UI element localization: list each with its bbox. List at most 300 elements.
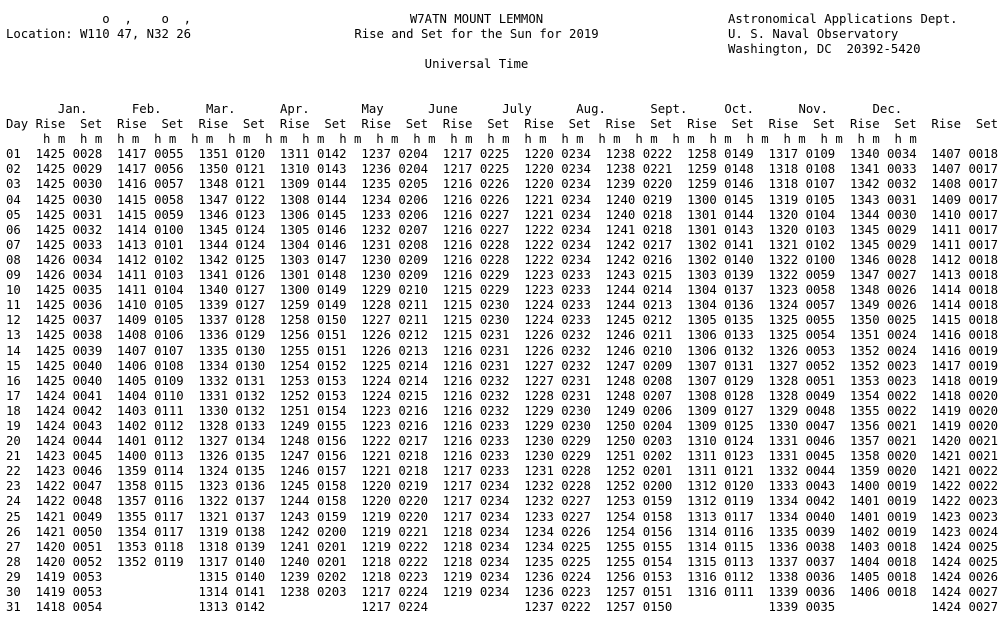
rise-set-cell <box>428 600 509 614</box>
rise-set-cell: 1302 0141 <box>672 237 754 252</box>
rise-set-cell: 1322 0137 <box>183 494 266 509</box>
rise-set-cell: 1339 0035 <box>753 600 836 615</box>
rise-set-cell: 1251 0154 <box>265 403 347 418</box>
table-row <box>6 525 1005 540</box>
rise-set-cell: 1342 0125 <box>183 252 266 267</box>
hour-minute-header-row <box>6 132 1005 147</box>
rise-set-cell: 1329 0048 <box>753 403 836 418</box>
rise-set-cell: 1309 0125 <box>672 418 754 433</box>
rise-set-cell: 1339 0036 <box>753 585 836 599</box>
rise-set-cell: 1310 0124 <box>672 434 754 449</box>
rise-set-cell: 1312 0119 <box>672 494 754 509</box>
rise-set-cell: 1425 0030 <box>20 177 103 192</box>
rise-set-cell: 1402 0112 <box>102 418 184 433</box>
rise-set-cell: 1327 0134 <box>183 434 266 449</box>
rise-set-cell: 1216 0233 <box>428 418 510 433</box>
rise-set-cell: 1424 0025 <box>916 554 999 569</box>
rise-set-cell <box>102 585 183 599</box>
rise-set-cell: 1415 0058 <box>102 192 184 207</box>
rise-set-cell: 1345 0124 <box>183 222 266 237</box>
day-number: 14 <box>6 343 21 358</box>
day-rows <box>6 147 1005 615</box>
rise-set-cell: 1423 0024 <box>916 524 999 539</box>
table-row <box>6 600 1005 615</box>
rise-set-cell: 1227 0231 <box>509 373 591 388</box>
rise-set-cell: 1400 0113 <box>102 449 184 464</box>
rise-set-cell: 1422 0023 <box>916 494 999 509</box>
rise-set-cell: 1256 0153 <box>590 569 673 584</box>
rise-set-cell: 1257 0151 <box>590 585 673 599</box>
rise-set-cell: 1406 0108 <box>102 358 184 373</box>
rise-set-cell: 1259 0146 <box>672 177 754 192</box>
rise-set-table <box>6 102 1005 615</box>
rise-set-cell: 1414 0100 <box>102 222 184 237</box>
day-number: 28 <box>6 554 21 569</box>
observatory-address: Washington, DC 20392-5420 <box>728 42 921 57</box>
table-row <box>6 328 1005 343</box>
rise-set-cell: 1216 0233 <box>428 449 510 464</box>
table-row <box>6 223 1005 238</box>
rise-set-cell: 1303 0147 <box>265 252 347 267</box>
rise-set-cell: 1232 0227 <box>509 494 591 509</box>
day-number: 26 <box>6 524 21 539</box>
rise-set-cell: 1320 0104 <box>753 207 836 222</box>
rise-set-cell: 1314 0115 <box>672 539 754 554</box>
rise-set-cell: 1231 0228 <box>509 464 591 479</box>
rise-set-cell: 1230 0229 <box>509 449 591 464</box>
rise-set-cell: 1239 0220 <box>590 177 673 192</box>
rise-set-cell: 1236 0204 <box>346 162 428 177</box>
rise-set-cell: 1418 0020 <box>916 388 999 403</box>
rise-set-cell: 1237 0222 <box>509 600 591 615</box>
table-row <box>6 434 1005 449</box>
hm-label: h m h m <box>331 132 406 147</box>
table-row <box>6 585 1005 600</box>
rise-set-cell: 1229 0210 <box>346 283 428 298</box>
rise-set-cell: 1354 0117 <box>102 524 184 539</box>
rise-set-cell: 1224 0214 <box>346 373 428 388</box>
rise-set-label: Rise Set <box>28 117 110 132</box>
rise-set-cell: 1247 0156 <box>265 449 347 464</box>
rise-set-cell: 1244 0214 <box>590 283 673 298</box>
rise-set-cell: 1424 0025 <box>916 539 999 554</box>
rise-set-cell: 1305 0135 <box>672 313 754 328</box>
rise-set-cell: 1323 0136 <box>183 479 266 494</box>
month-col-jan: Jan. <box>57 102 88 116</box>
rise-set-cell: 1410 0105 <box>102 298 184 313</box>
rise-set-cell: 1313 0142 <box>183 600 266 615</box>
rise-set-cell: 1340 0127 <box>183 283 266 298</box>
rise-set-cell: 1311 0142 <box>265 147 347 162</box>
rise-set-cell: 1345 0029 <box>835 222 917 237</box>
rise-set-cell: 1246 0211 <box>590 328 673 343</box>
table-row <box>6 253 1005 268</box>
rise-set-cell: 1425 0039 <box>20 343 103 358</box>
month-col-sep: Sept. <box>650 102 688 116</box>
rise-set-cell: 1308 0128 <box>672 388 754 403</box>
rise-set-cell: 1346 0028 <box>835 252 917 267</box>
rise-set-cell: 1256 0151 <box>265 328 347 343</box>
rise-set-cell: 1220 0234 <box>509 162 591 177</box>
rise-set-cell: 1352 0119 <box>102 554 184 569</box>
table-row <box>6 570 1005 585</box>
rise-set-cell: 1415 0018 <box>916 313 999 328</box>
rise-set-cell: 1225 0214 <box>346 358 428 373</box>
day-number: 24 <box>6 494 21 509</box>
rise-set-cell: 1218 0234 <box>428 539 510 554</box>
rise-set-cell: 1425 0030 <box>20 192 103 207</box>
rise-set-cell: 1226 0232 <box>509 343 591 358</box>
rise-set-cell: 1314 0116 <box>672 524 754 539</box>
rise-set-cell: 1235 0225 <box>509 554 591 569</box>
rise-set-cell: 1349 0026 <box>835 298 917 313</box>
rise-set-cell: 1404 0110 <box>102 388 184 403</box>
rise-set-cell: 1346 0123 <box>183 207 266 222</box>
rise-set-cell: 1419 0020 <box>916 418 999 433</box>
day-number: 23 <box>6 479 21 494</box>
rise-set-cell: 1424 0043 <box>20 418 103 433</box>
rise-set-cell: 1414 0018 <box>916 298 999 313</box>
rise-set-cell: 1315 0113 <box>672 554 754 569</box>
rise-set-cell: 1304 0137 <box>672 283 754 298</box>
rise-set-cell: 1425 0038 <box>20 328 103 343</box>
rise-set-cell: 1240 0219 <box>590 192 673 207</box>
rise-set-cell: 1404 0018 <box>835 554 917 569</box>
rise-set-cell: 1215 0230 <box>428 298 510 313</box>
rise-set-cell: 1229 0230 <box>509 403 591 418</box>
rise-set-cell: 1418 0019 <box>916 373 999 388</box>
rise-set-cell: 1324 0057 <box>753 298 836 313</box>
rise-set-cell: 1407 0107 <box>102 343 184 358</box>
day-number: 02 <box>6 162 21 177</box>
day-number: 11 <box>6 298 21 313</box>
table-row <box>6 494 1005 509</box>
rise-set-cell: 1229 0230 <box>509 418 591 433</box>
rise-set-cell: 1312 0120 <box>672 479 754 494</box>
rise-set-cell: 1228 0211 <box>346 298 428 313</box>
rise-set-cell: 1409 0017 <box>916 192 999 207</box>
rise-set-cell: 1419 0053 <box>20 569 103 584</box>
rise-set-label: Rise Set <box>516 117 599 132</box>
rise-set-cell: 1339 0127 <box>183 298 266 313</box>
rise-set-cell: 1234 0225 <box>509 539 591 554</box>
table-row <box>6 313 1005 328</box>
rise-set-cell: 1234 0206 <box>346 192 428 207</box>
month-col-mar: Mar. <box>205 102 236 116</box>
rise-set-cell: 1254 0156 <box>590 524 673 539</box>
rise-set-cell: 1425 0040 <box>20 373 103 388</box>
rise-set-cell: 1316 0112 <box>672 569 754 584</box>
rise-set-cell: 1216 0227 <box>428 222 510 237</box>
rise-set-cell: 1348 0026 <box>835 283 917 298</box>
rise-set-cell: 1301 0148 <box>265 268 347 283</box>
rise-set-cell: 1319 0105 <box>753 192 836 207</box>
location-degree-marks: o , o , <box>6 12 192 26</box>
rise-set-cell: 1217 0225 <box>428 162 510 177</box>
rise-set-cell <box>672 600 753 614</box>
month-col-jul: July <box>502 102 532 116</box>
rise-set-cell: 1220 0234 <box>509 177 591 192</box>
table-row <box>6 479 1005 494</box>
rise-set-cell: 1354 0022 <box>835 388 917 403</box>
rise-set-cell: 1410 0017 <box>916 207 999 222</box>
rise-set-cell: 1246 0210 <box>590 343 673 358</box>
day-number: 25 <box>6 509 21 524</box>
rise-set-cell: 1355 0022 <box>835 403 917 418</box>
rise-set-cell: 1328 0049 <box>753 388 836 403</box>
rise-set-cell: 1425 0035 <box>20 283 103 298</box>
rise-set-cell: 1335 0039 <box>753 524 836 539</box>
rise-set-cell: 1216 0232 <box>428 373 510 388</box>
rise-set-cell: 1323 0058 <box>753 283 836 298</box>
rise-set-cell: 1233 0227 <box>509 509 591 524</box>
rise-set-cell: 1424 0027 <box>916 600 999 615</box>
rise-set-cell: 1254 0152 <box>265 358 347 373</box>
rise-set-cell: 1238 0221 <box>590 162 673 177</box>
rise-set-cell: 1257 0150 <box>590 600 673 615</box>
rise-set-cell: 1411 0103 <box>102 268 184 283</box>
rise-set-cell: 1403 0018 <box>835 539 917 554</box>
rise-set-cell: 1243 0215 <box>590 268 673 283</box>
rise-set-cell: 1348 0121 <box>183 177 266 192</box>
rise-set-cell: 1407 0018 <box>916 147 999 162</box>
rise-set-cell: 1320 0103 <box>753 222 836 237</box>
rise-set-cell: 1314 0141 <box>183 585 266 599</box>
rise-set-cell: 1255 0155 <box>590 539 673 554</box>
rise-set-cell: 1217 0234 <box>428 494 510 509</box>
rise-set-cell: 1230 0229 <box>509 434 591 449</box>
month-col-feb: Feb. <box>131 102 162 116</box>
table-row <box>6 389 1005 404</box>
day-number: 01 <box>6 147 21 162</box>
rise-set-cell: 1248 0156 <box>265 434 347 449</box>
month-col-nov: Nov. <box>798 102 829 116</box>
rise-set-cell: 1352 0023 <box>835 358 917 373</box>
rise-set-cell: 1316 0111 <box>672 585 754 599</box>
rise-set-cell: 1420 0021 <box>916 434 999 449</box>
rise-set-cell: 1219 0222 <box>346 539 428 554</box>
rise-set-cell: 1305 0146 <box>265 222 347 237</box>
rise-set-cell: 1226 0212 <box>346 328 428 343</box>
rise-set-cell: 1413 0101 <box>102 237 184 252</box>
rise-set-cell: 1328 0133 <box>183 418 266 433</box>
rise-set-cell: 1216 0228 <box>428 252 510 267</box>
rise-set-label: Rise Set <box>109 117 192 132</box>
rise-set-cell: 1217 0234 <box>428 509 510 524</box>
rise-set-cell: 1301 0143 <box>672 222 754 237</box>
rise-set-cell: 1350 0121 <box>183 162 266 177</box>
rise-set-cell: 1308 0144 <box>265 192 347 207</box>
rise-set-cell: 1318 0108 <box>753 162 836 177</box>
location-coordinates: Location: W110 47, N32 26 <box>6 27 192 42</box>
rise-set-cell <box>265 600 346 614</box>
rise-set-cell: 1425 0040 <box>20 358 103 373</box>
rise-set-cell: 1403 0111 <box>102 403 184 418</box>
rise-set-cell: 1326 0135 <box>183 449 266 464</box>
hm-labels <box>36 132 925 146</box>
rise-set-cell: 1258 0150 <box>265 313 347 328</box>
rise-set-cell: 1258 0149 <box>672 147 754 162</box>
rise-set-cell: 1401 0019 <box>835 494 917 509</box>
rise-set-cell: 1238 0222 <box>590 147 673 162</box>
rise-set-cell <box>102 570 183 584</box>
rise-set-cell: 1227 0211 <box>346 313 428 328</box>
table-row <box>6 238 1005 253</box>
rise-set-cell: 1411 0104 <box>102 283 184 298</box>
rise-set-cell <box>102 600 183 614</box>
rise-set-cell: 1303 0139 <box>672 268 754 283</box>
hm-label: h m h m <box>776 132 851 147</box>
rise-set-cell: 1424 0041 <box>20 388 103 403</box>
rise-set-label: Rise Set <box>353 117 436 132</box>
rise-set-cell: 1217 0233 <box>428 464 510 479</box>
rise-set-cell: 1347 0027 <box>835 268 917 283</box>
rise-set-cell: 1418 0054 <box>20 600 103 615</box>
rise-set-cell: 1415 0059 <box>102 207 184 222</box>
rise-set-cell: 1259 0148 <box>672 162 754 177</box>
rise-set-cell: 1341 0126 <box>183 268 266 283</box>
rise-set-cell: 1340 0034 <box>835 147 917 162</box>
rise-set-cell: 1244 0158 <box>265 494 347 509</box>
rise-set-cell: 1300 0145 <box>672 192 754 207</box>
rise-set-cell: 1307 0129 <box>672 373 754 388</box>
hm-label: h m h m <box>109 132 184 147</box>
rise-set-cell: 1216 0231 <box>428 358 510 373</box>
rise-set-cell: 1255 0154 <box>590 554 673 569</box>
rise-set-cell: 1420 0052 <box>20 554 103 569</box>
rise-set-cell: 1357 0116 <box>102 494 184 509</box>
rise-set-cell: 1240 0218 <box>590 207 673 222</box>
rise-set-cell: 1355 0117 <box>102 509 184 524</box>
rise-set-cell: 1400 0019 <box>835 479 917 494</box>
rise-set-cell: 1359 0020 <box>835 464 917 479</box>
rise-set-cell: 1218 0234 <box>428 524 510 539</box>
rise-set-cell: 1222 0234 <box>509 222 591 237</box>
rise-set-cell: 1425 0032 <box>20 222 103 237</box>
rise-set-cell: 1425 0031 <box>20 207 103 222</box>
rise-set-cell: 1353 0023 <box>835 373 917 388</box>
department-name: Astronomical Applications Dept. <box>728 12 958 26</box>
rise-set-cell: 1352 0024 <box>835 343 917 358</box>
rise-set-cell: 1250 0204 <box>590 418 673 433</box>
department-block <box>728 12 958 57</box>
rise-set-cell: 1419 0020 <box>916 403 999 418</box>
rise-set-cell: 1326 0053 <box>753 343 836 358</box>
rise-set-cell: 1217 0234 <box>428 479 510 494</box>
day-number: 13 <box>6 328 21 343</box>
rise-set-cell: 1259 0149 <box>265 298 347 313</box>
rise-set-cell: 1235 0205 <box>346 177 428 192</box>
rise-set-cell: 1341 0033 <box>835 162 917 177</box>
rise-set-cell: 1219 0234 <box>428 585 510 599</box>
rise-set-cell: 1338 0036 <box>753 569 836 584</box>
table-row <box>6 404 1005 419</box>
rise-set-cell: 1424 0026 <box>916 569 999 584</box>
rise-set-cell: 1318 0107 <box>753 177 836 192</box>
table-row <box>6 193 1005 208</box>
rise-set-cell: 1332 0131 <box>183 373 266 388</box>
rise-set-cell: 1224 0215 <box>346 388 428 403</box>
rise-set-cell: 1301 0144 <box>672 207 754 222</box>
rise-set-cell: 1317 0140 <box>183 554 266 569</box>
rise-set-cell: 1236 0223 <box>509 585 591 599</box>
day-number: 08 <box>6 252 21 267</box>
rise-set-cell: 1424 0042 <box>20 403 103 418</box>
rise-set-cell: 1243 0159 <box>265 509 347 524</box>
day-number: 04 <box>6 192 21 207</box>
day-number: 06 <box>6 222 21 237</box>
table-row <box>6 298 1005 313</box>
rise-set-cell: 1220 0219 <box>346 479 428 494</box>
rise-set-cell: 1336 0038 <box>753 539 836 554</box>
rise-set-label: Rise Set <box>598 117 680 132</box>
rise-set-cell: 1231 0208 <box>346 237 428 252</box>
month-col-dec: Dec. <box>872 102 903 116</box>
rise-set-cell: 1217 0224 <box>346 600 428 615</box>
rise-set-cell: 1319 0138 <box>183 524 266 539</box>
rise-set-cell: 1306 0145 <box>265 207 347 222</box>
rise-set-cell: 1426 0034 <box>20 252 103 267</box>
rise-set-cell: 1324 0135 <box>183 464 266 479</box>
hm-label: h m h m <box>405 132 480 147</box>
rise-set-cell: 1330 0047 <box>753 418 836 433</box>
rise-set-cell: 1304 0146 <box>265 237 347 252</box>
document-title: W7ATN MOUNT LEMMON <box>409 12 544 26</box>
rise-set-cell: 1421 0021 <box>916 449 999 464</box>
rise-set-cell: 1423 0045 <box>20 449 103 464</box>
rise-set-cell: 1325 0054 <box>753 328 836 343</box>
month-col-oct: Oct. <box>724 102 755 116</box>
rise-set-cell: 1219 0220 <box>346 509 428 524</box>
month-col-apr: Apr. <box>280 102 310 116</box>
rise-set-cell: 1304 0136 <box>672 298 754 313</box>
day-number: 21 <box>6 449 21 464</box>
rise-set-cell: 1224 0233 <box>509 298 591 313</box>
rise-set-cell: 1242 0217 <box>590 237 673 252</box>
rise-set-cell: 1239 0202 <box>265 569 347 584</box>
rise-set-cell: 1252 0200 <box>590 479 673 494</box>
rise-set-cell: 1232 0228 <box>509 479 591 494</box>
day-number: 12 <box>6 313 21 328</box>
rise-set-cell: 1220 0234 <box>509 147 591 162</box>
rise-set-cell: 1331 0045 <box>753 449 836 464</box>
rise-set-cell: 1245 0158 <box>265 479 347 494</box>
rise-set-cell: 1217 0225 <box>428 147 510 162</box>
hm-label: h m h m <box>479 132 554 147</box>
rise-set-cell: 1249 0155 <box>265 418 347 433</box>
rise-set-cell: 1419 0053 <box>20 585 103 599</box>
rise-set-cell: 1216 0227 <box>428 207 510 222</box>
day-number: 07 <box>6 237 21 252</box>
rise-set-cell: 1416 0057 <box>102 177 184 192</box>
rise-set-cell: 1401 0019 <box>835 509 917 524</box>
rise-set-cell: 1252 0153 <box>265 388 347 403</box>
rise-set-label: Rise Set <box>679 117 762 132</box>
rise-set-cell: 1345 0029 <box>835 237 917 252</box>
rise-set-cell: 1230 0209 <box>346 268 428 283</box>
rise-set-cell: 1333 0043 <box>753 479 836 494</box>
rise-set-cell: 1241 0201 <box>265 539 347 554</box>
rise-set-label: Rise Set <box>435 117 517 132</box>
rise-set-cell: 1218 0222 <box>346 554 428 569</box>
rise-set-cell: 1216 0232 <box>428 388 510 403</box>
hm-label: h m h m <box>850 132 925 147</box>
rise-set-cell: 1334 0042 <box>753 494 836 509</box>
rise-set-cell: 1332 0044 <box>753 464 836 479</box>
month-col-aug: Aug. <box>576 102 606 116</box>
rise-set-cell: 1216 0226 <box>428 192 510 207</box>
day-number: 30 <box>6 585 21 599</box>
